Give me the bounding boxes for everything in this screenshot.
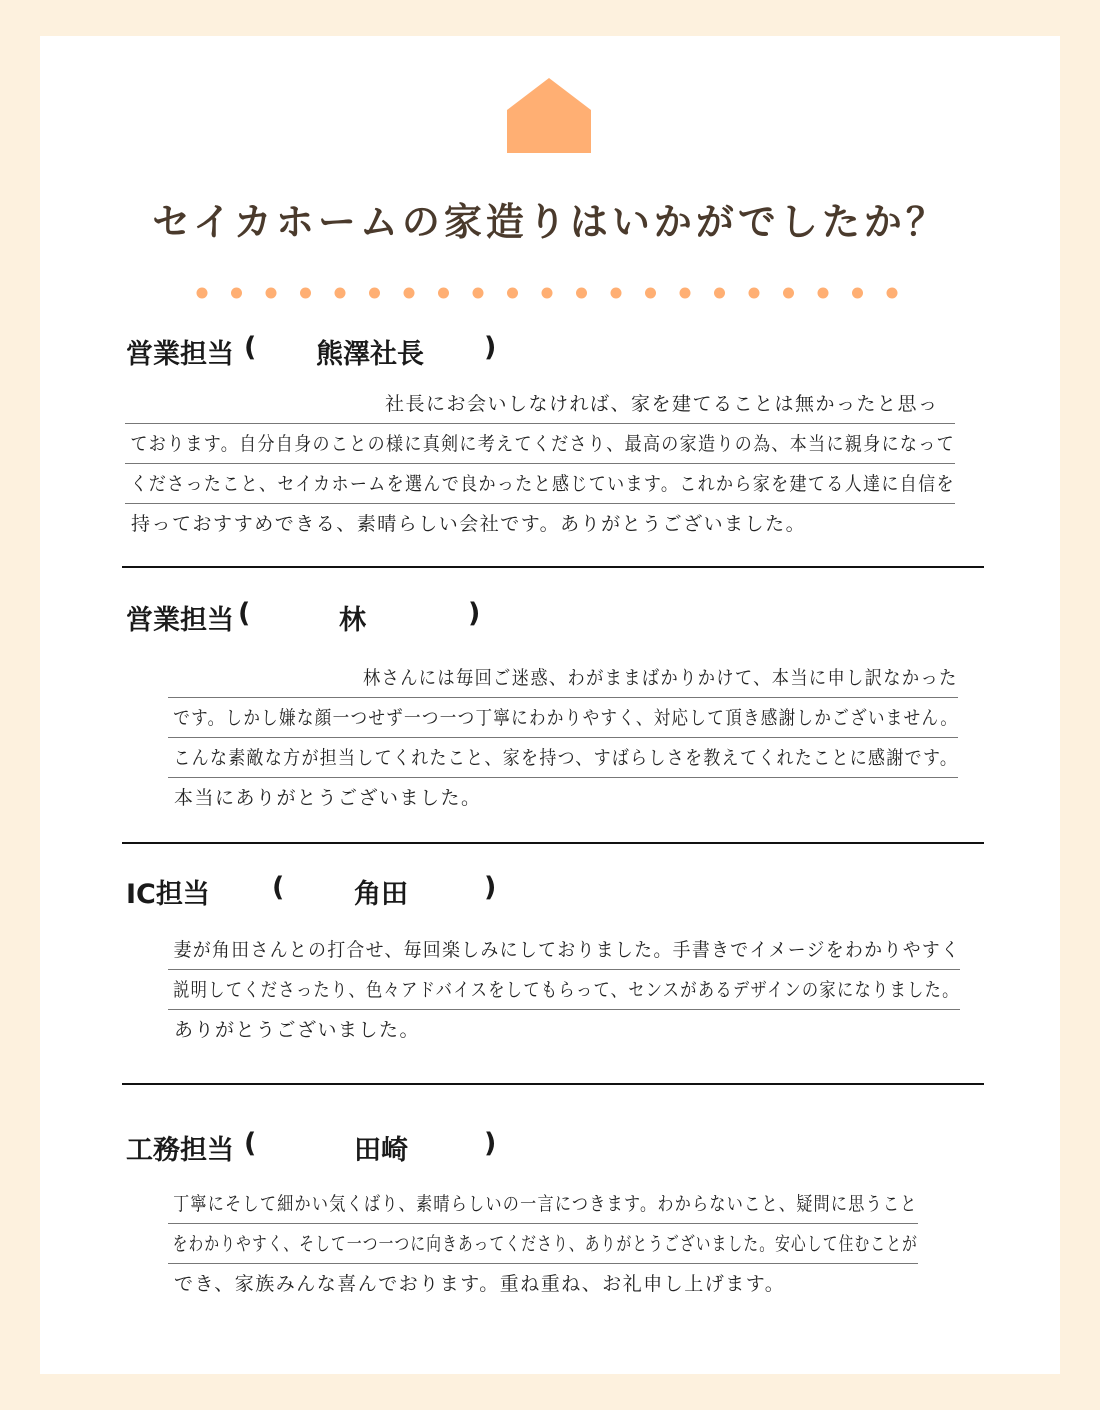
divider-dot (335, 288, 346, 299)
divider-dot (645, 288, 656, 299)
divider-dot (542, 288, 553, 299)
open-paren: ( (244, 332, 257, 363)
divider-dot (783, 288, 794, 299)
divider-dot (266, 288, 277, 299)
comment-line: 持っておすすめできる、素晴らしい会社です。ありがとうございました。 (131, 513, 807, 535)
divider-dot (231, 288, 242, 299)
staff-name: 林 (339, 605, 366, 636)
section-divider (122, 1083, 984, 1085)
close-paren: ) (484, 1128, 497, 1159)
divider-dot (438, 288, 449, 299)
section-heading (126, 598, 481, 638)
open-paren: ( (272, 872, 285, 903)
comment-line: です。しかし嫌な顔一つせず一つ一つ丁寧にわかりやすく、対応して頂き感謝しかございません。 (168, 698, 958, 738)
comment-line: 本当にありがとうございました。 (174, 787, 482, 809)
staff-role: 営業担当 (126, 605, 234, 636)
divider-dot (300, 288, 311, 299)
comment-line: ありがとうございました。 (174, 1019, 421, 1041)
comment-line: 丁寧にそして細かい気くばり、素晴らしいの一言につきます。わからないこと、疑問に思うこと (168, 1184, 918, 1224)
divider-dot (818, 288, 829, 299)
divider-dot (507, 288, 518, 299)
divider-dot (576, 288, 587, 299)
handwritten-comment (168, 658, 958, 818)
section-heading (126, 872, 497, 912)
handwritten-comment (125, 384, 955, 544)
divider-dot (404, 288, 415, 299)
comment-line: ております。自分自身のことの様に真剣に考えてくださり、最高の家造りの為、本当に親身になって (125, 424, 955, 464)
divider-dot (852, 288, 863, 299)
divider-dot (197, 288, 208, 299)
divider-dot (749, 288, 760, 299)
section-heading (126, 1128, 497, 1168)
house-icon (507, 78, 591, 153)
staff-role: IC担当 (126, 879, 210, 910)
divider-dot (714, 288, 725, 299)
comment-line: 妻が角田さんとの打合せ、毎回楽しみにしておりました。手書きでイメージをわかりやすく (168, 930, 960, 970)
section-heading (126, 332, 497, 372)
section-divider (122, 566, 984, 568)
open-paren: ( (244, 1128, 257, 1159)
survey-card (40, 36, 1060, 1374)
divider-dot (680, 288, 691, 299)
staff-role: 営業担当 (126, 339, 234, 370)
divider-dot (887, 288, 898, 299)
handwritten-comment (168, 1184, 918, 1304)
section-divider (122, 842, 984, 844)
comment-line: 説明してくださったり、色々アドバイスをしてもらって、センスがあるデザインの家になりました。 (168, 970, 960, 1010)
staff-name: 熊澤社長 (316, 339, 424, 370)
divider-dot (473, 288, 484, 299)
staff-name: 田崎 (354, 1135, 408, 1166)
staff-role: 工務担当 (126, 1135, 234, 1166)
comment-line: でき、家族みんな喜んでおります。重ね重ね、お礼申し上げます。 (174, 1273, 786, 1295)
open-paren: ( (238, 598, 251, 629)
dotted-divider (195, 286, 915, 300)
comment-line: 社長にお会いしなければ、家を建てることは無かったと思っ (125, 384, 955, 424)
comment-line: をわかりやすく、そして一つ一つに向きあってくださり、ありがとうございました。安心して住むことが (168, 1224, 918, 1264)
comment-line: くださったこと、セイカホームを選んで良かったと感じています。これから家を建てる人達に自信を (125, 464, 955, 504)
close-paren: ) (484, 332, 497, 363)
comment-line: こんな素敵な方が担当してくれたこと、家を持つ、すばらしさを教えてくれたことに感謝です。 (168, 738, 958, 778)
handwritten-comment (168, 930, 960, 1050)
divider-dot (369, 288, 380, 299)
close-paren: ) (484, 872, 497, 903)
close-paren: ) (468, 598, 481, 629)
divider-dot (611, 288, 622, 299)
staff-name: 角田 (354, 879, 408, 910)
comment-line: 林さんには毎回ご迷惑、わがままばかりかけて、本当に申し訳なかった (168, 658, 958, 698)
page-title: セイカホームの家造りはいかがでしたか？ (152, 200, 948, 244)
